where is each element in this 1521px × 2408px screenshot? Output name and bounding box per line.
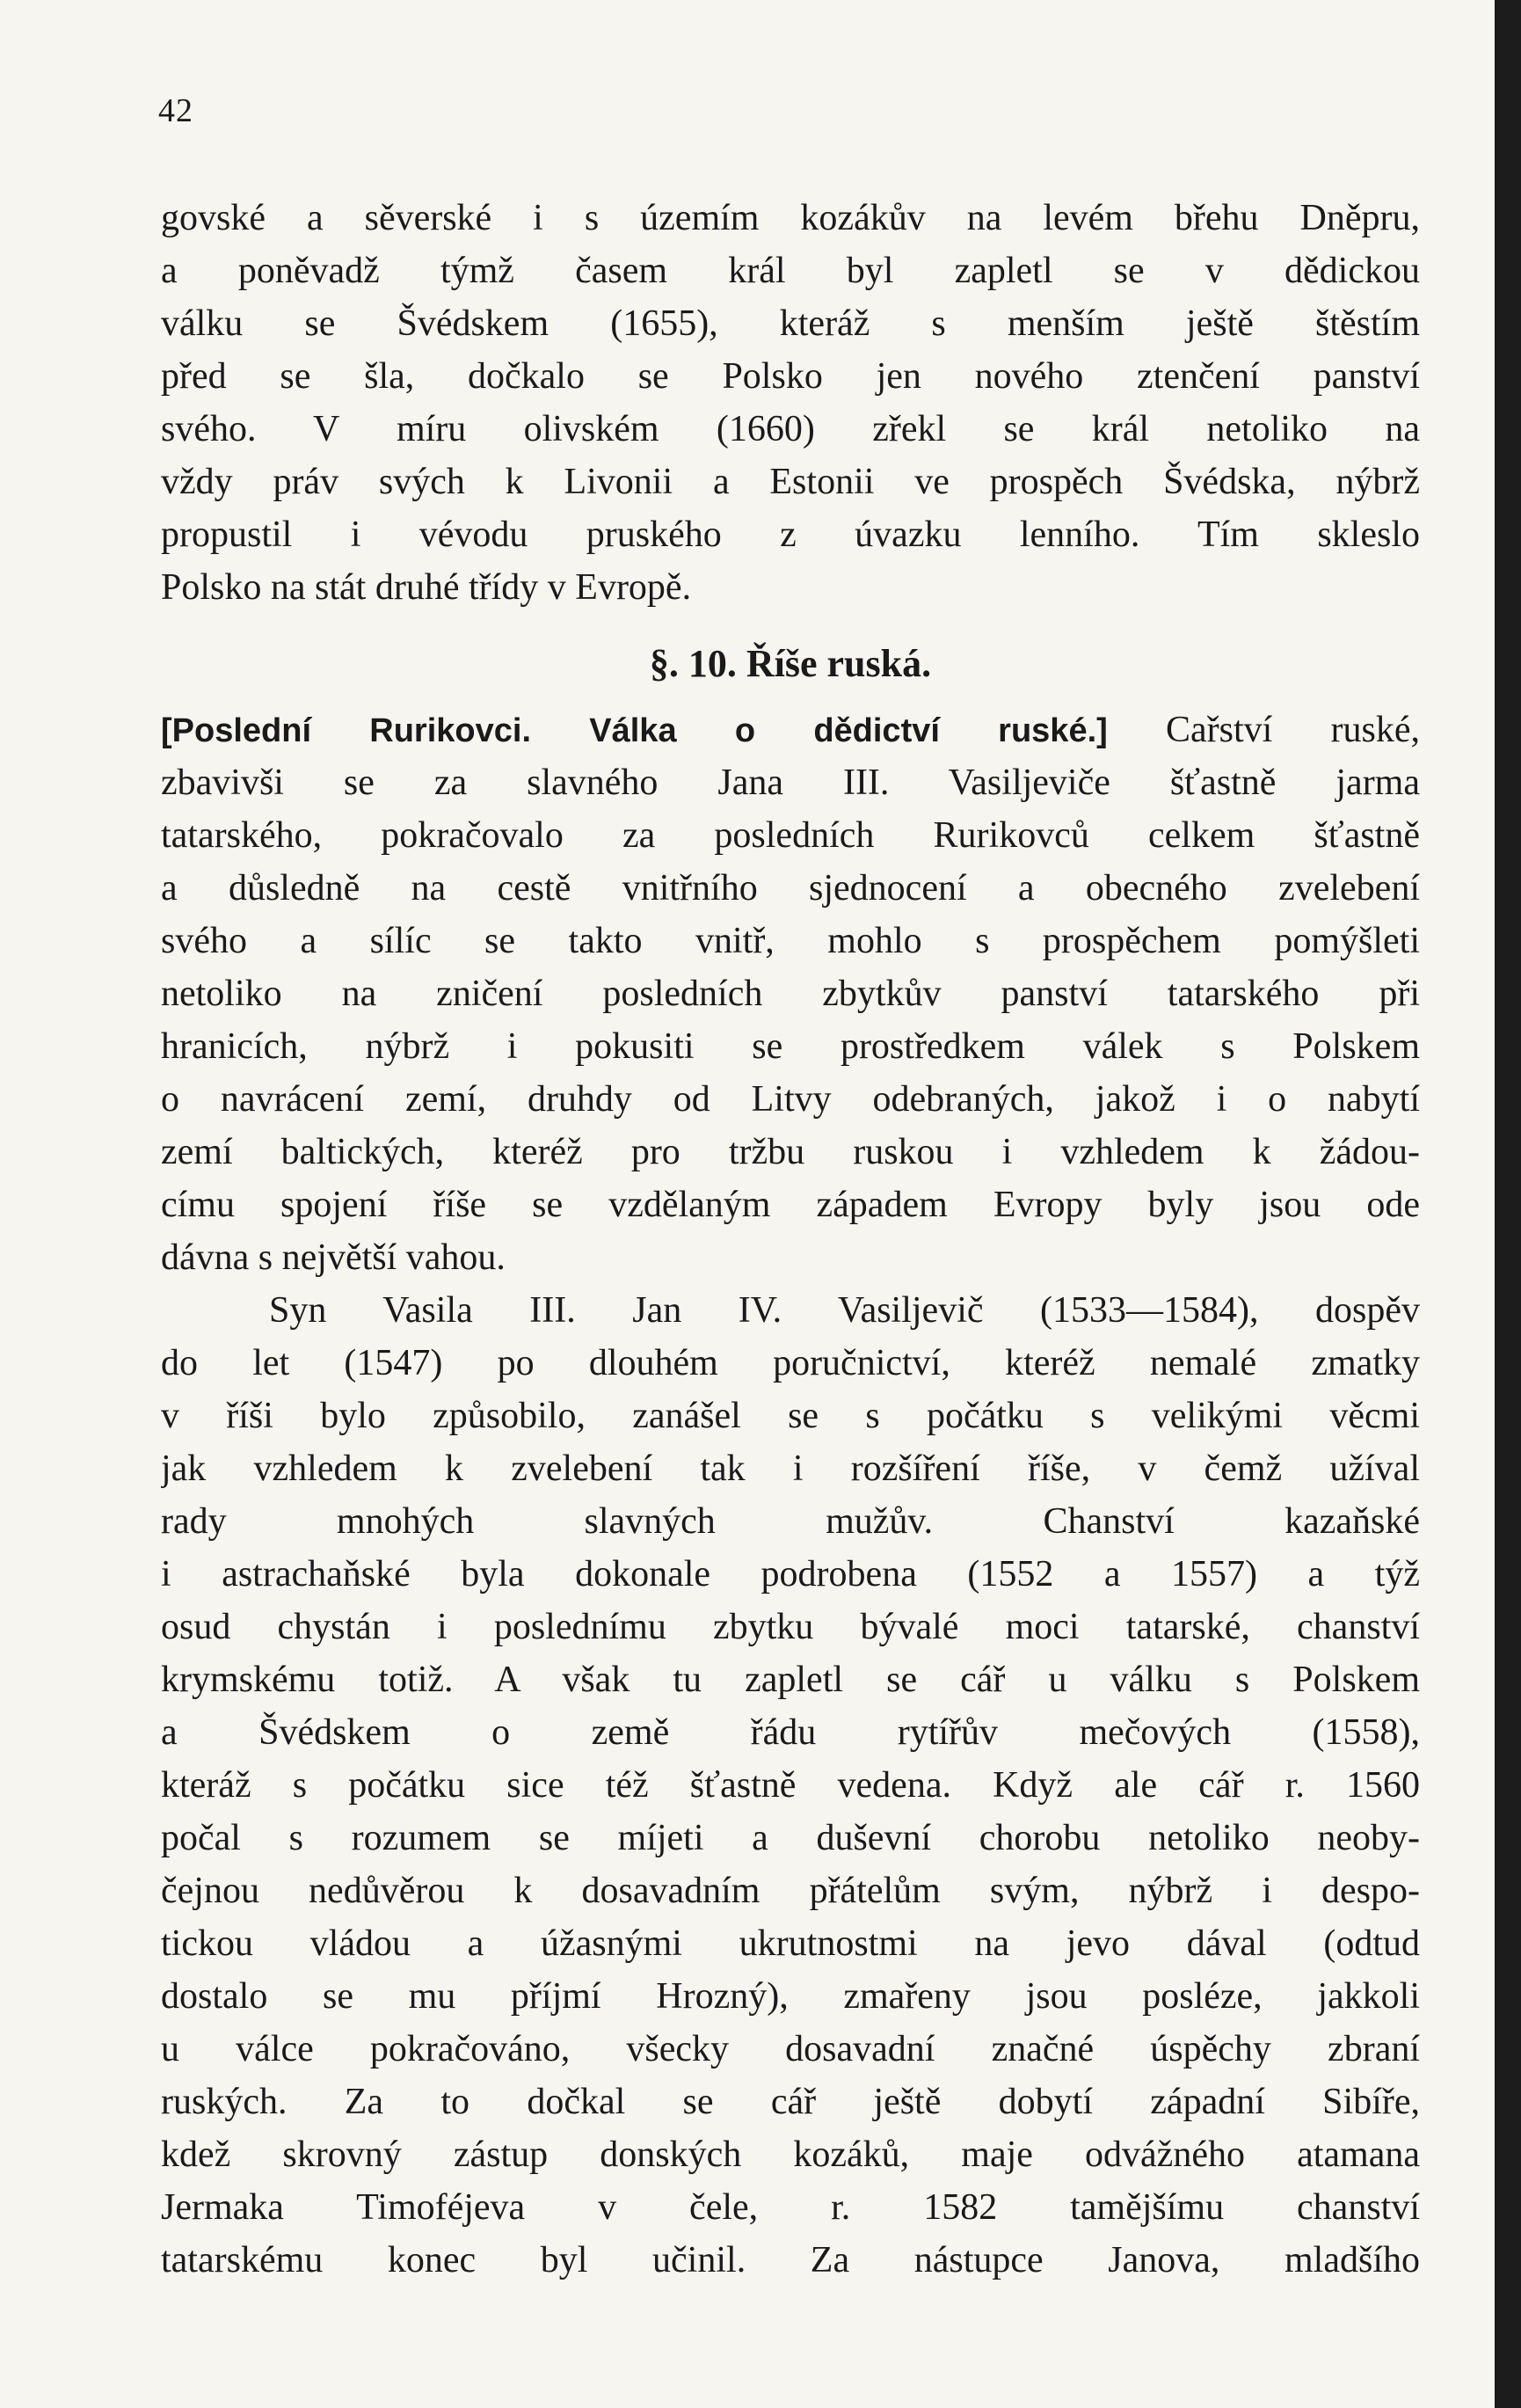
text-line: čejnou nedůvěrou k dosavadním přátelům svým, nýbrž i despo- (161, 1871, 1420, 1911)
text-line: netoliko na zničení posledních zbytkův panství tatarského při (161, 974, 1420, 1014)
text-line: a Švédskem o země řádu rytířův mečových (1558), (161, 1712, 1420, 1753)
text-line: počal s rozumem se míjeti a duševní chorobu netoliko neoby- (161, 1818, 1420, 1858)
text-line: tatarského, pokračovalo za posledních Rurikovců celkem šťastně (161, 815, 1420, 856)
section-lead: [Poslední Rurikovci. Válka o dědictví ruské.] (161, 712, 1108, 749)
body-text (161, 192, 1420, 2287)
text-line: i astrachaňské byla dokonale podrobena (1552 a 1557) a týž (161, 1554, 1420, 1594)
text-line: vždy práv svých k Livonii a Estonii ve prospěch Švédska, nýbrž (161, 462, 1420, 502)
text-line: osud chystán i poslednímu zbytku bývalé moci tatarské, chanství (161, 1607, 1420, 1647)
text-line: zbavivši se za slavného Jana III. Vasiljeviče šťastně jarma (161, 763, 1420, 803)
section-line-text: Cařství ruské, (1166, 710, 1420, 750)
section-heading: §. 10. Říše ruská. (649, 642, 932, 685)
text-line: govské a sěverské i s územím kozákův na levém břehu Dněpru, (161, 198, 1420, 238)
text-line: címu spojení říše se vzdělaným západem Evropy byly jsou ode (161, 1185, 1420, 1225)
text-line: před se šla, dočkalo se Polsko jen nového ztenčení panství (161, 356, 1420, 397)
text-line: o navrácení zemí, druhdy od Litvy odebraných, jakož i o nabytí (161, 1079, 1420, 1120)
text-line: svého. V míru olivském (1660) zřekl se král netoliko na (161, 409, 1420, 449)
text-line: a poněvadž týmž časem král byl zapletl se v dědickou (161, 251, 1420, 291)
text-line: jak vzhledem k zvelebení tak i rozšíření říše, v čemž užíval (161, 1448, 1420, 1489)
text-line: svého a sílíc se takto vnitř, mohlo s prospěchem pomýšleti (161, 921, 1420, 961)
text-line: zemí baltických, kteréž pro tržbu ruskou i vzhledem k žádou- (161, 1132, 1420, 1172)
section-first-line (161, 704, 1420, 756)
text-line: kteráž s počátku sice též šťastně vedena. Když ale cář r. 1560 (161, 1765, 1420, 1806)
text-line: u válce pokračováno, všecky dosavadní značné úspěchy zbraní (161, 2029, 1420, 2069)
text-line: tickou vládou a úžasnými ukrutnostmi na jevo dával (odtud (161, 1923, 1420, 1964)
text-line: rady mnohých slavných mužův. Chanství kazaňské (161, 1501, 1420, 1542)
text-line: válku se Švédskem (1655), kteráž s menším ještě štěstím (161, 303, 1420, 344)
text-line: do let (1547) po dlouhém poručnictví, kteréž nemalé zmatky (161, 1343, 1420, 1383)
text-line: hranicích, nýbrž i pokusiti se prostředkem válek s Polskem (161, 1026, 1420, 1067)
text-line: Syn Vasila III. Jan IV. Vasiljevič (1533—1584), dospěv (269, 1290, 1420, 1331)
text-line: propustil i vévodu pruského z úvazku lenního. Tím skleslo (161, 514, 1420, 555)
text-line: v říši bylo způsobilo, zanášel se s počátku s velikými věcmi (161, 1396, 1420, 1436)
text-line: krymskému totiž. A však tu zapletl se cář u válku s Polskem (161, 1660, 1420, 1700)
text-line: dávna s největší vahou. (161, 1237, 506, 1278)
page-number: 42 (158, 92, 193, 129)
text-line: Jermaka Timoféjeva v čele, r. 1582 tamějšímu chanství (161, 2187, 1420, 2228)
text-line: ruských. Za to dočkal se cář ještě dobytí západní Sibíře, (161, 2082, 1420, 2122)
scan-edge (1495, 0, 1521, 2408)
text-line: tatarskému konec byl učinil. Za nástupce Janova, mladšího (161, 2240, 1420, 2280)
text-line: kdež skrovný zástup donských kozáků, maje odvážného atamana (161, 2134, 1420, 2175)
text-line: Polsko na stát druhé třídy v Evropě. (161, 567, 692, 608)
text-line: dostalo se mu příjmí Hrozný), zmařeny jsou posléze, jakkoli (161, 1976, 1420, 2017)
text-line: a důsledně na cestě vnitřního sjednocení a obecného zvelebení (161, 868, 1420, 908)
